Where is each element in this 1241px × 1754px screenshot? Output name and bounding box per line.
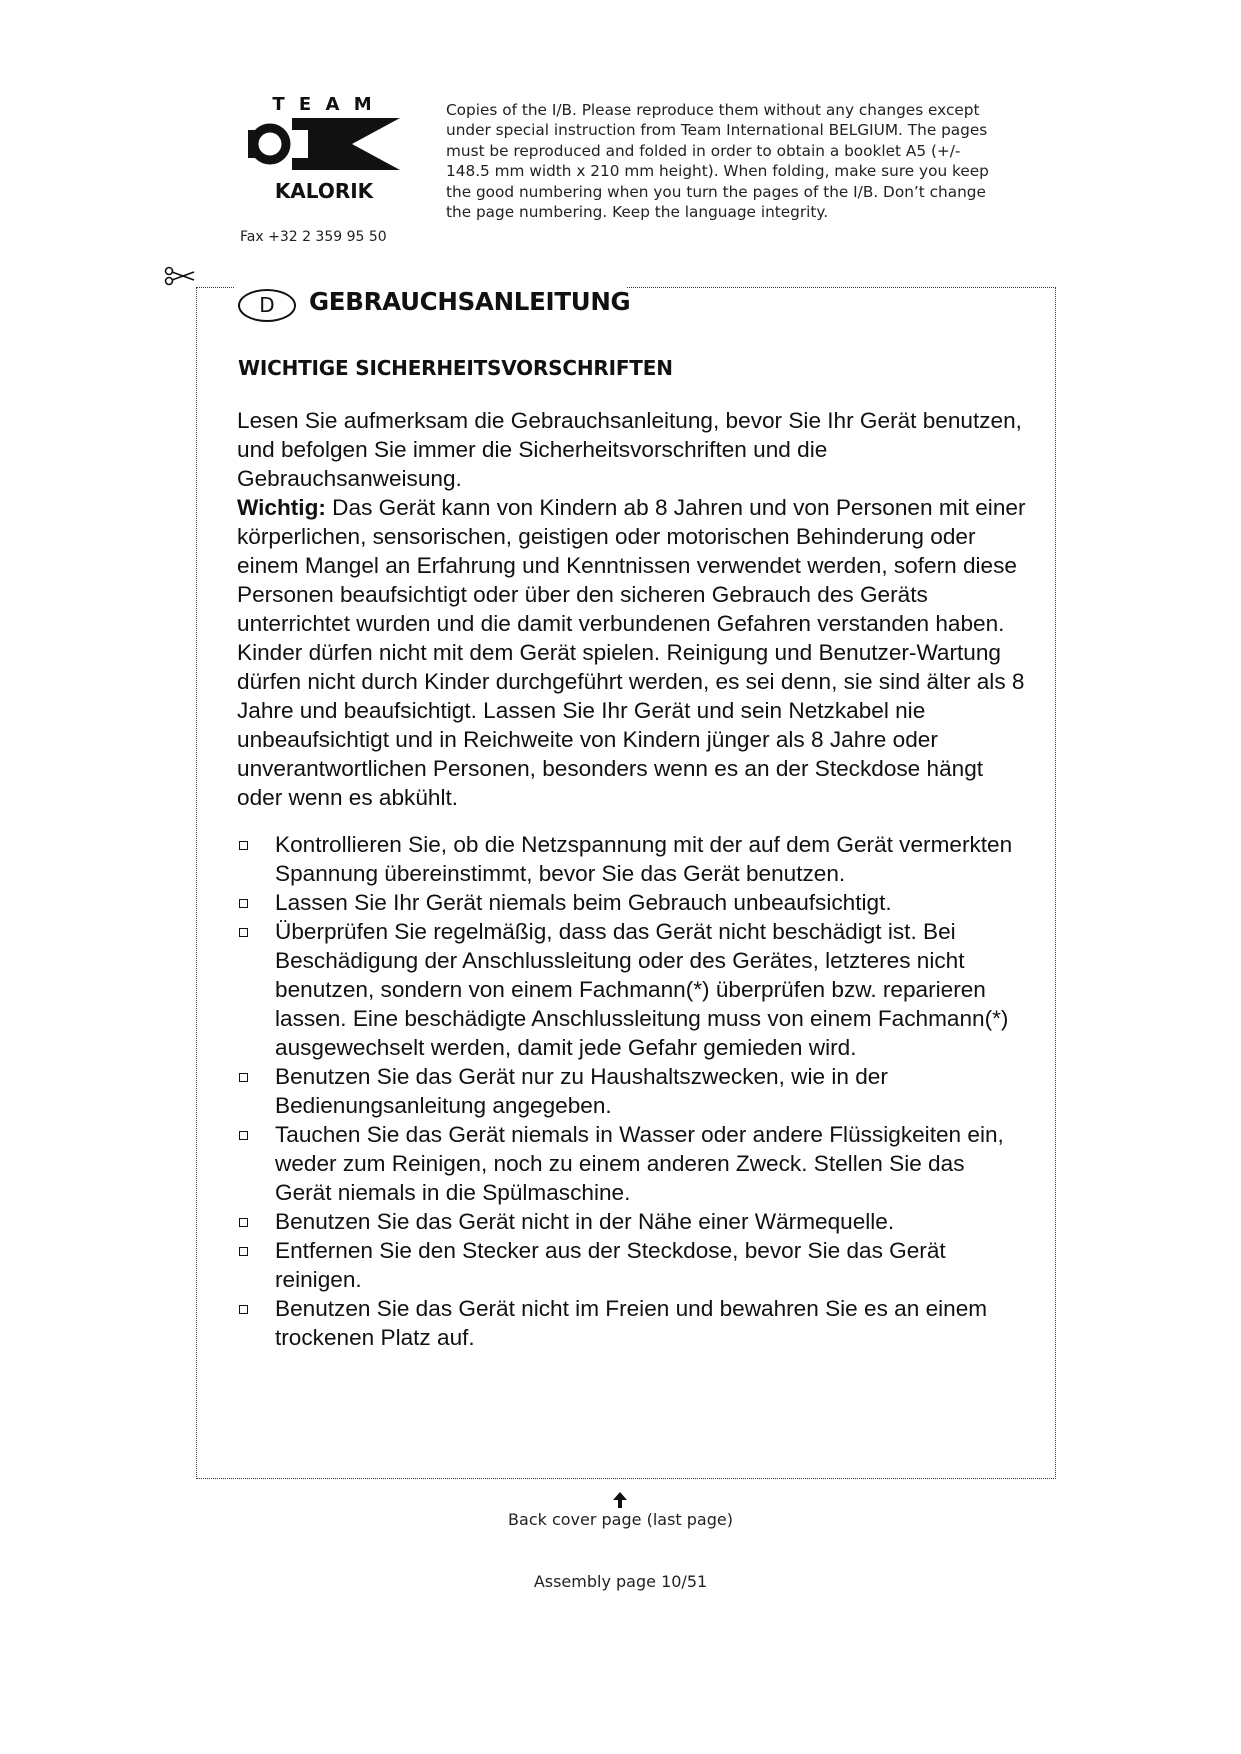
list-item-text: Kontrollieren Sie, ob die Netzspannung mit der auf dem Gerät vermerkten Spannung übereinstimmt, bevor Sie das Gerät benutzen. <box>275 832 1013 886</box>
list-item <box>237 830 1027 888</box>
important-paragraph <box>237 493 1027 812</box>
list-item <box>237 1062 1027 1120</box>
scissors-icon <box>164 266 196 288</box>
section-subtitle: WICHTIGE SICHERHEITSVORSCHRIFTEN <box>238 356 673 380</box>
checkbox-bullet-icon <box>239 1305 248 1314</box>
reproduction-notice: Copies of the I/B. Please reproduce them without any changes except under special instruction from Team International BELGIUM. The pages must be reproduced and folded in order to obtain a booklet A5 (+/- 148.5 mm width x 210 mm height). When folding, make sure you keep the good numbering when you turn the pages of the I/B. Don’t change the page numbering. Keep the language integrity. <box>446 101 989 222</box>
list-item <box>237 1236 1027 1294</box>
list-item-text: Benutzen Sie das Gerät nicht im Freien und bewahren Sie es an einem trockenen Platz auf. <box>275 1296 988 1350</box>
checkbox-bullet-icon <box>239 1073 248 1082</box>
intro-paragraph: Lesen Sie aufmerksam die Gebrauchsanleitung, bevor Sie Ihr Gerät benutzen, und befolgen Sie immer die Sicherheitsvorschriften und die Gebrauchsanweisung. <box>237 408 1022 491</box>
safety-rules-list <box>237 830 1027 1352</box>
assembly-page-label: Assembly page 10/51 <box>533 1572 708 1591</box>
checkbox-bullet-icon <box>239 1131 248 1140</box>
team-kalorik-logo <box>248 94 400 202</box>
page-title: GEBRAUCHSANLEITUNG <box>309 287 631 316</box>
list-item-text: Entfernen Sie den Stecker aus der Steckdose, bevor Sie das Gerät reinigen. <box>275 1238 946 1292</box>
checkbox-bullet-icon <box>239 1247 248 1256</box>
checkbox-bullet-icon <box>239 899 248 908</box>
list-item-text: Lassen Sie Ihr Gerät niemals beim Gebrauch unbeaufsichtigt. <box>275 890 892 915</box>
arrow-up-icon <box>612 1490 628 1510</box>
logo-brand-text: KALORIK <box>274 179 374 202</box>
checkbox-bullet-icon <box>239 928 248 937</box>
list-item <box>237 1120 1027 1207</box>
list-item <box>237 917 1027 1062</box>
list-item-text: Benutzen Sie das Gerät nicht in der Nähe einer Wärmequelle. <box>275 1209 895 1234</box>
list-item <box>237 1294 1027 1352</box>
important-text: Das Gerät kann von Kindern ab 8 Jahren und von Personen mit einer körperlichen, sensorischen, geistigen oder motorischen Behinderung oder einem Mangel an Erfahrung und Kenntnissen verwendet werden, sofern diese Personen beaufsichtigt oder über den sicheren Gebrauch des Geräts unterrichtet wurden und die damit verbundenen Gefahren verstanden haben. Kinder dürfen nicht mit dem Gerät spielen. Reinigung und Benutzer-Wartung dürfen nicht durch Kinder durchgeführt werden, es sei denn, sie sind älter als 8 Jahre und beaufsichtigt. Lassen Sie Ihr Gerät und sein Netzkabel nie unbeaufsichtigt und in Reichweite von Kindern jünger als 8 Jahre oder unverantwortlichen Personen, besonders wenn es an der Steckdose hängt oder wenn es abkühlt. <box>237 495 1026 810</box>
list-item <box>237 1207 1027 1236</box>
list-item-text: Tauchen Sie das Gerät niemals in Wasser oder andere Flüssigkeiten ein, weder zum Reinigen, noch zu einem anderen Zweck. Stellen Sie das Gerät niemals in die Spülmaschine. <box>275 1122 1004 1205</box>
logo-team-text: T E A M <box>272 94 376 115</box>
back-cover-label: Back cover page (last page) <box>508 1510 733 1529</box>
list-item-text: Benutzen Sie das Gerät nur zu Haushaltszwecken, wie in der Bedienungsanleitung angegeben. <box>275 1064 888 1118</box>
important-label: Wichtig: <box>237 495 326 520</box>
list-item <box>237 888 1027 917</box>
checkbox-bullet-icon <box>239 841 248 850</box>
checkbox-bullet-icon <box>239 1218 248 1227</box>
fax-number: Fax +32 2 359 95 50 <box>240 229 387 245</box>
instructions-body <box>237 406 1027 1352</box>
language-badge: D <box>238 289 296 322</box>
list-item-text: Überprüfen Sie regelmäßig, dass das Gerät nicht beschädigt ist. Bei Beschädigung der Anschlussleitung oder des Gerätes, letzteres nicht benutzen, sondern von einem Fachmann(*) überprüfen bzw. reparieren lassen. Eine beschädigte Anschlussleitung muss von einem Fachmann(*) ausgewechselt werden, damit jede Gefahr gemieden wird. <box>275 919 1009 1060</box>
